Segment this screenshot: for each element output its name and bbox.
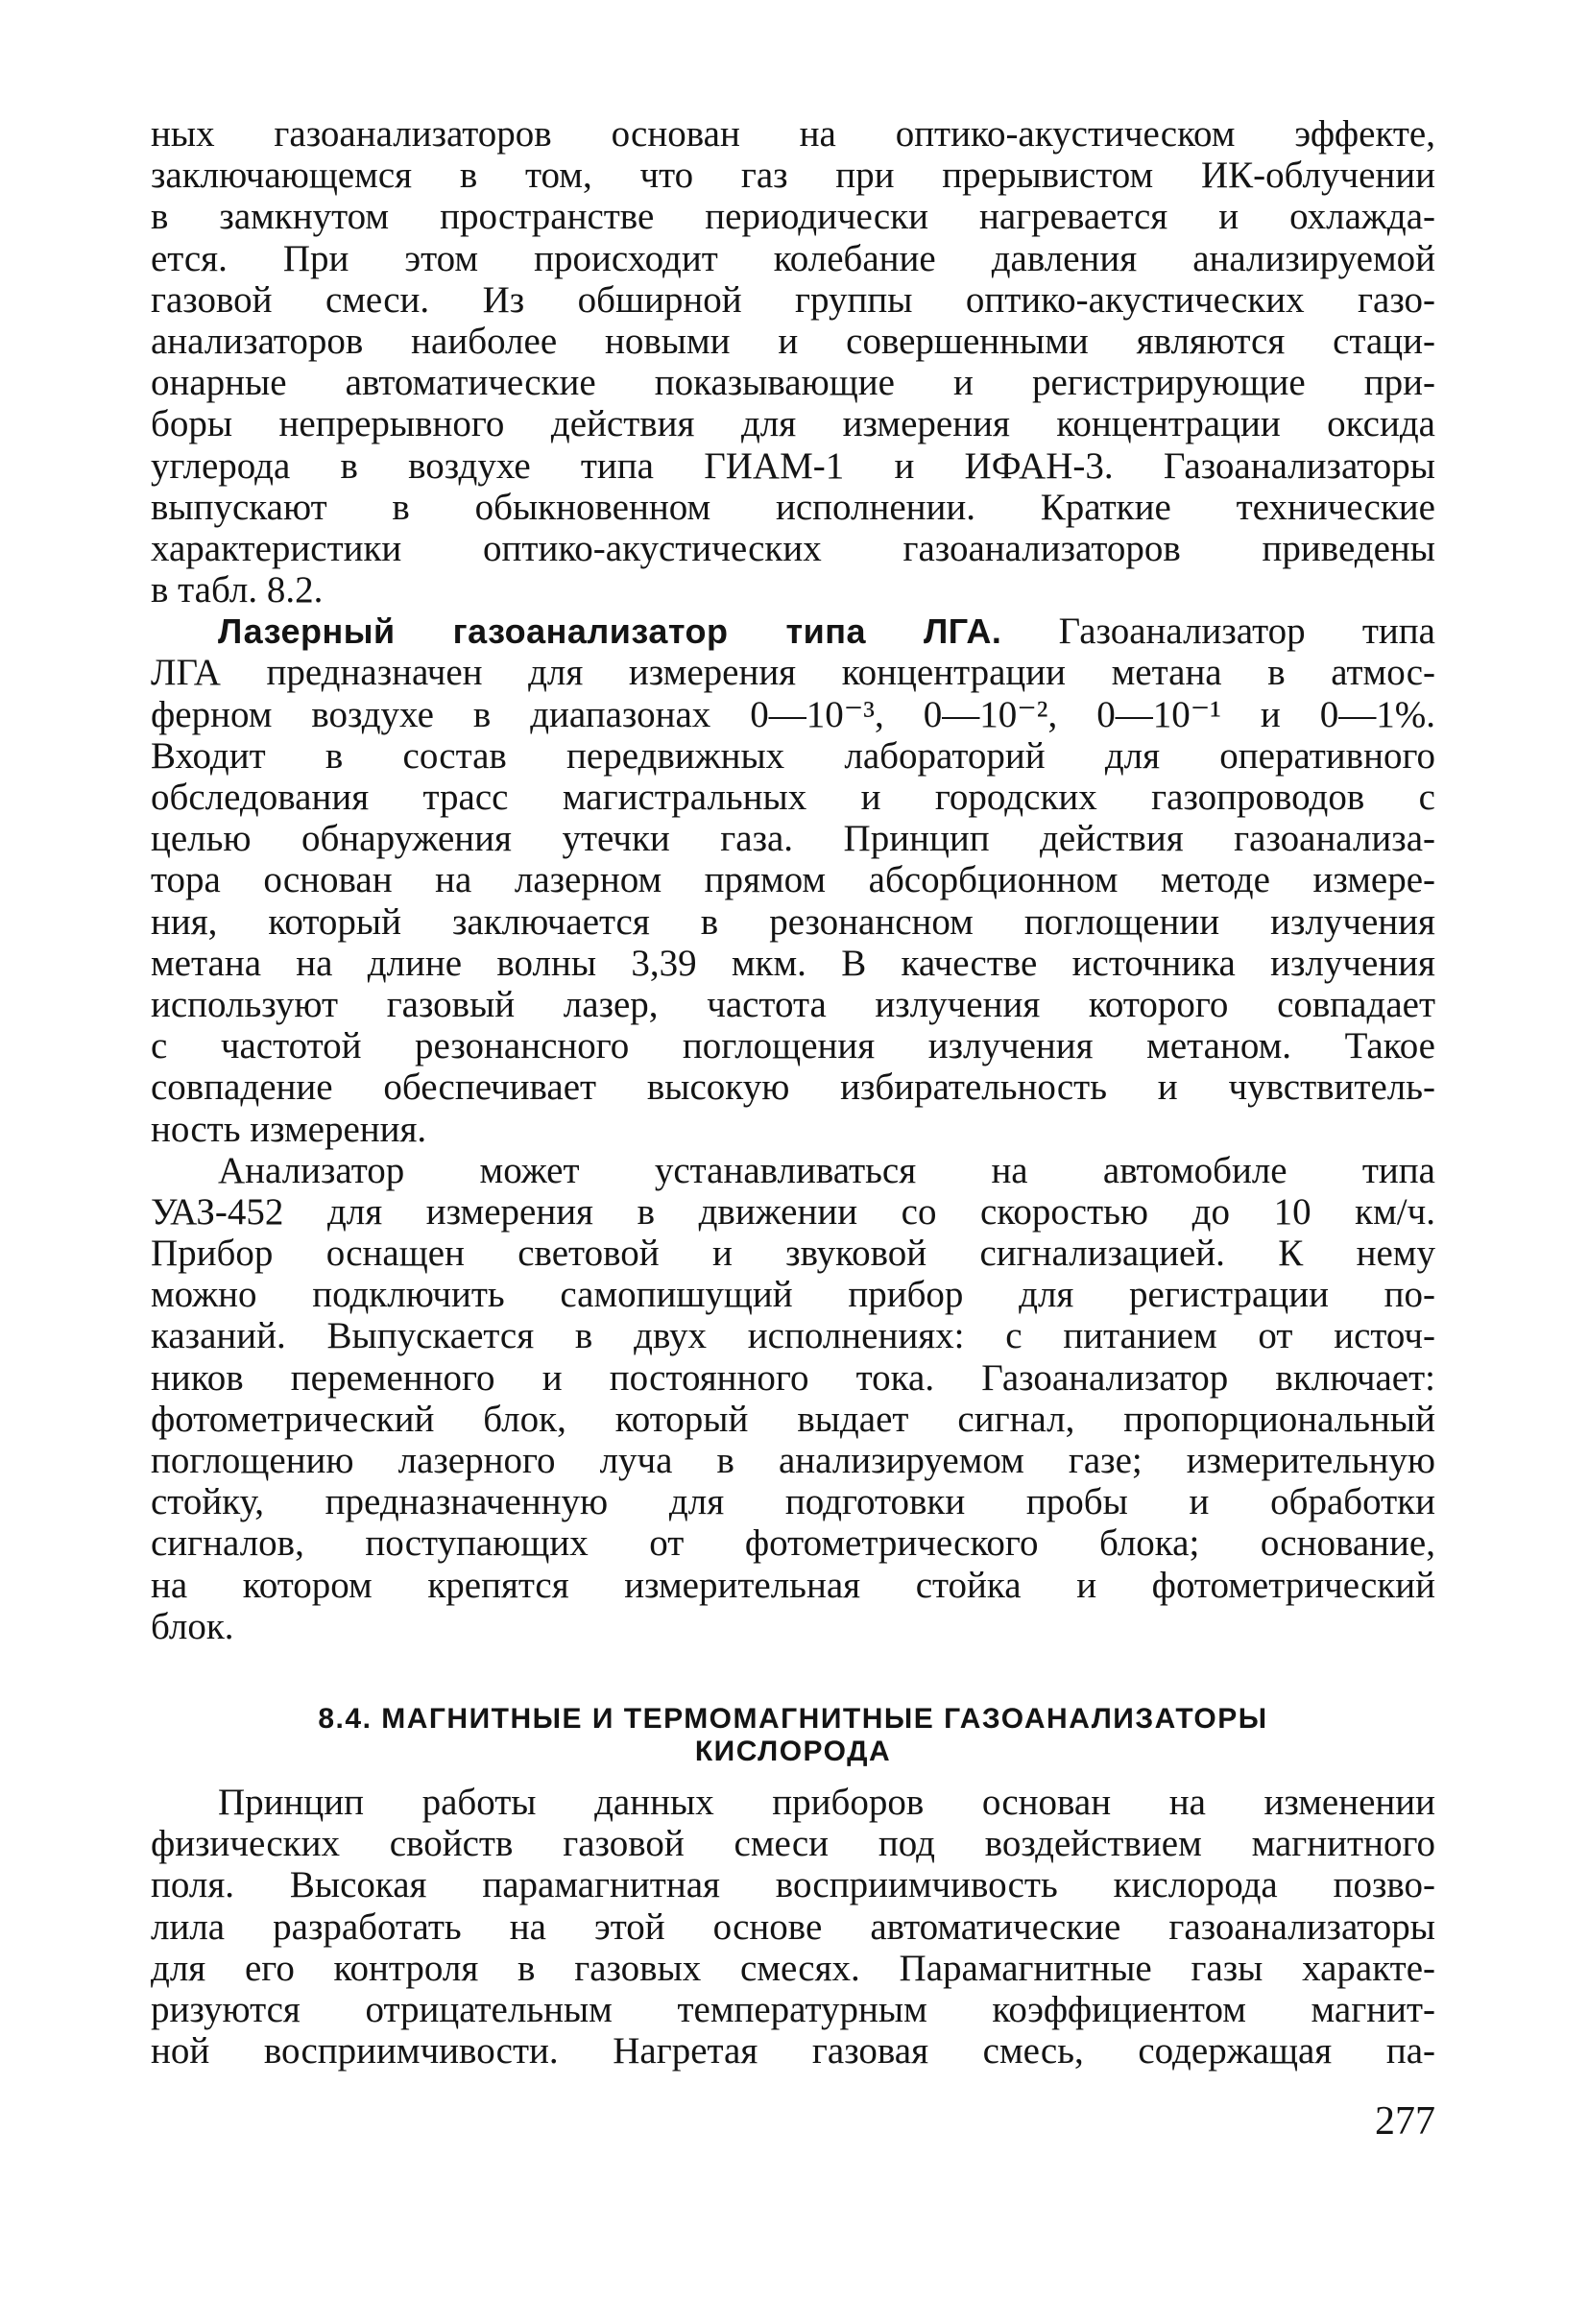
text-line: ников переменного и постоянного тока. Газоанализатор включает: bbox=[151, 1356, 1435, 1399]
text-line: сигналов, поступающих от фотометрического блока; основание, bbox=[151, 1522, 1435, 1565]
text-line: ЛГА предназначен для измерения концентрации метана в атмос- bbox=[151, 652, 1435, 694]
text-line: метана на длине волны 3,39 мкм. В качестве источника излучения bbox=[151, 942, 1435, 984]
text-line: поглощению лазерного луча в анализируемом газе; измерительную bbox=[151, 1440, 1435, 1481]
section-heading-line: 8.4. МАГНИТНЫЕ И ТЕРМОМАГНИТНЫЕ ГАЗОАНАЛИЗАТОРЫ bbox=[318, 1702, 1268, 1735]
text-line: Принцип работы данных приборов основан на изменении bbox=[218, 1781, 1435, 1823]
text-line: лила разработать на этой основе автоматические газоанализаторы bbox=[151, 1905, 1435, 1948]
paragraph-lga bbox=[151, 611, 1435, 1149]
text-line: фотометрический блок, который выдает сигнал, пропорциональный bbox=[151, 1398, 1435, 1440]
text-line bbox=[151, 611, 1435, 652]
text-line: выпускают в обыкновенном исполнении. Краткие технические bbox=[151, 486, 1435, 528]
text-line: целью обнаружения утечки газа. Принцип действия газоанализа- bbox=[151, 818, 1435, 860]
text-line: поля. Высокая парамагнитная восприимчивость кислорода позво- bbox=[151, 1864, 1435, 1906]
text-line: УАЗ-452 для измерения в движении со скоростью до 10 км/ч. bbox=[151, 1190, 1435, 1233]
text-line: ризуются отрицательным температурным коэффициентом магнит- bbox=[151, 1988, 1435, 2030]
text-line: блок. bbox=[151, 1605, 234, 1647]
text-line: обследования трасс магистральных и городских газопроводов с bbox=[151, 777, 1435, 818]
text-line: боры непрерывного действия для измерения концентрации оксида bbox=[151, 403, 1435, 445]
text-line: Входит в состав передвижных лабораторий для оперативного bbox=[151, 734, 1435, 777]
text-line: тора основан на лазерном прямом абсорбционном методе измере- bbox=[151, 859, 1435, 901]
text-line: казаний. Выпускается в двух исполнениях: с питанием от источ- bbox=[151, 1315, 1435, 1357]
text-line: с частотой резонансного поглощения излучения метаном. Такое bbox=[151, 1025, 1435, 1067]
text-line: ной восприимчивости. Нагретая газовая смесь, содержащая па- bbox=[151, 2030, 1435, 2072]
text-line: ферном воздухе в диапазонах 0—10⁻³, 0—10⁻², 0—10⁻¹ и 0—1%. bbox=[151, 693, 1435, 735]
text-line: ния, который заключается в резонансном поглощении излучения bbox=[151, 900, 1435, 943]
text-line: Прибор оснащен световой и звуковой сигнализацией. К нему bbox=[151, 1233, 1435, 1275]
text-line: углерода в воздухе типа ГИАМ-1 и ИФАН-3. Газоанализаторы bbox=[151, 444, 1435, 487]
text-line: стойку, предназначенную для подготовки пробы и обработки bbox=[151, 1481, 1435, 1523]
text-line: в замкнутом пространстве периодически нагревается и охлажда- bbox=[151, 196, 1435, 238]
text-line: в табл. 8.2. bbox=[151, 569, 324, 611]
run-in-heading: Лазерный газоанализатор типа ЛГА. bbox=[218, 611, 1002, 652]
text-line: онарные автоматические показывающие и регистрирующие при- bbox=[151, 362, 1435, 404]
text-line: для его контроля в газовых смесях. Парамагнитные газы характе- bbox=[151, 1947, 1435, 1989]
text-line: можно подключить самопишущий прибор для регистрации по- bbox=[151, 1274, 1435, 1316]
text-line: используют газовый лазер, частота излучения которого совпадает bbox=[151, 983, 1435, 1025]
paragraph-analyzer bbox=[151, 1150, 1435, 1647]
page-number: 277 bbox=[1375, 2099, 1435, 2144]
text-line: на котором крепятся измерительная стойка и фотометрический bbox=[151, 1564, 1435, 1606]
text-line: заключающемся в том, что газ при прерывистом ИК-облучении bbox=[151, 155, 1435, 197]
section-heading bbox=[151, 1703, 1435, 1768]
text-line: газовой смеси. Из обширной группы оптико-акустических газо- bbox=[151, 278, 1435, 321]
section-heading-line: КИСЛОРОДА bbox=[694, 1735, 892, 1767]
text-line: совпадение обеспечивает высокую избирательность и чувствитель- bbox=[151, 1066, 1435, 1109]
paragraph-section-intro bbox=[151, 1782, 1435, 2072]
page-body bbox=[151, 113, 1435, 2072]
text-line: характеристики оптико-акустических газоанализаторов приведены bbox=[151, 527, 1435, 569]
paragraph-1 bbox=[151, 113, 1435, 611]
text-line: ных газоанализаторов основан на оптико-акустическом эффекте, bbox=[151, 113, 1435, 155]
text-line: ется. При этом происходит колебание давления анализируемой bbox=[151, 237, 1435, 279]
run-in-rest: Газоанализатор типа bbox=[1001, 611, 1435, 653]
text-line: анализаторов наиболее новыми и совершенными являются стаци- bbox=[151, 320, 1435, 362]
text-line: физических свойств газовой смеси под воздействием магнитного bbox=[151, 1823, 1435, 1865]
text-line: ность измерения. bbox=[151, 1108, 427, 1150]
text-line: Анализатор может устанавливаться на автомобиле типа bbox=[218, 1149, 1435, 1191]
